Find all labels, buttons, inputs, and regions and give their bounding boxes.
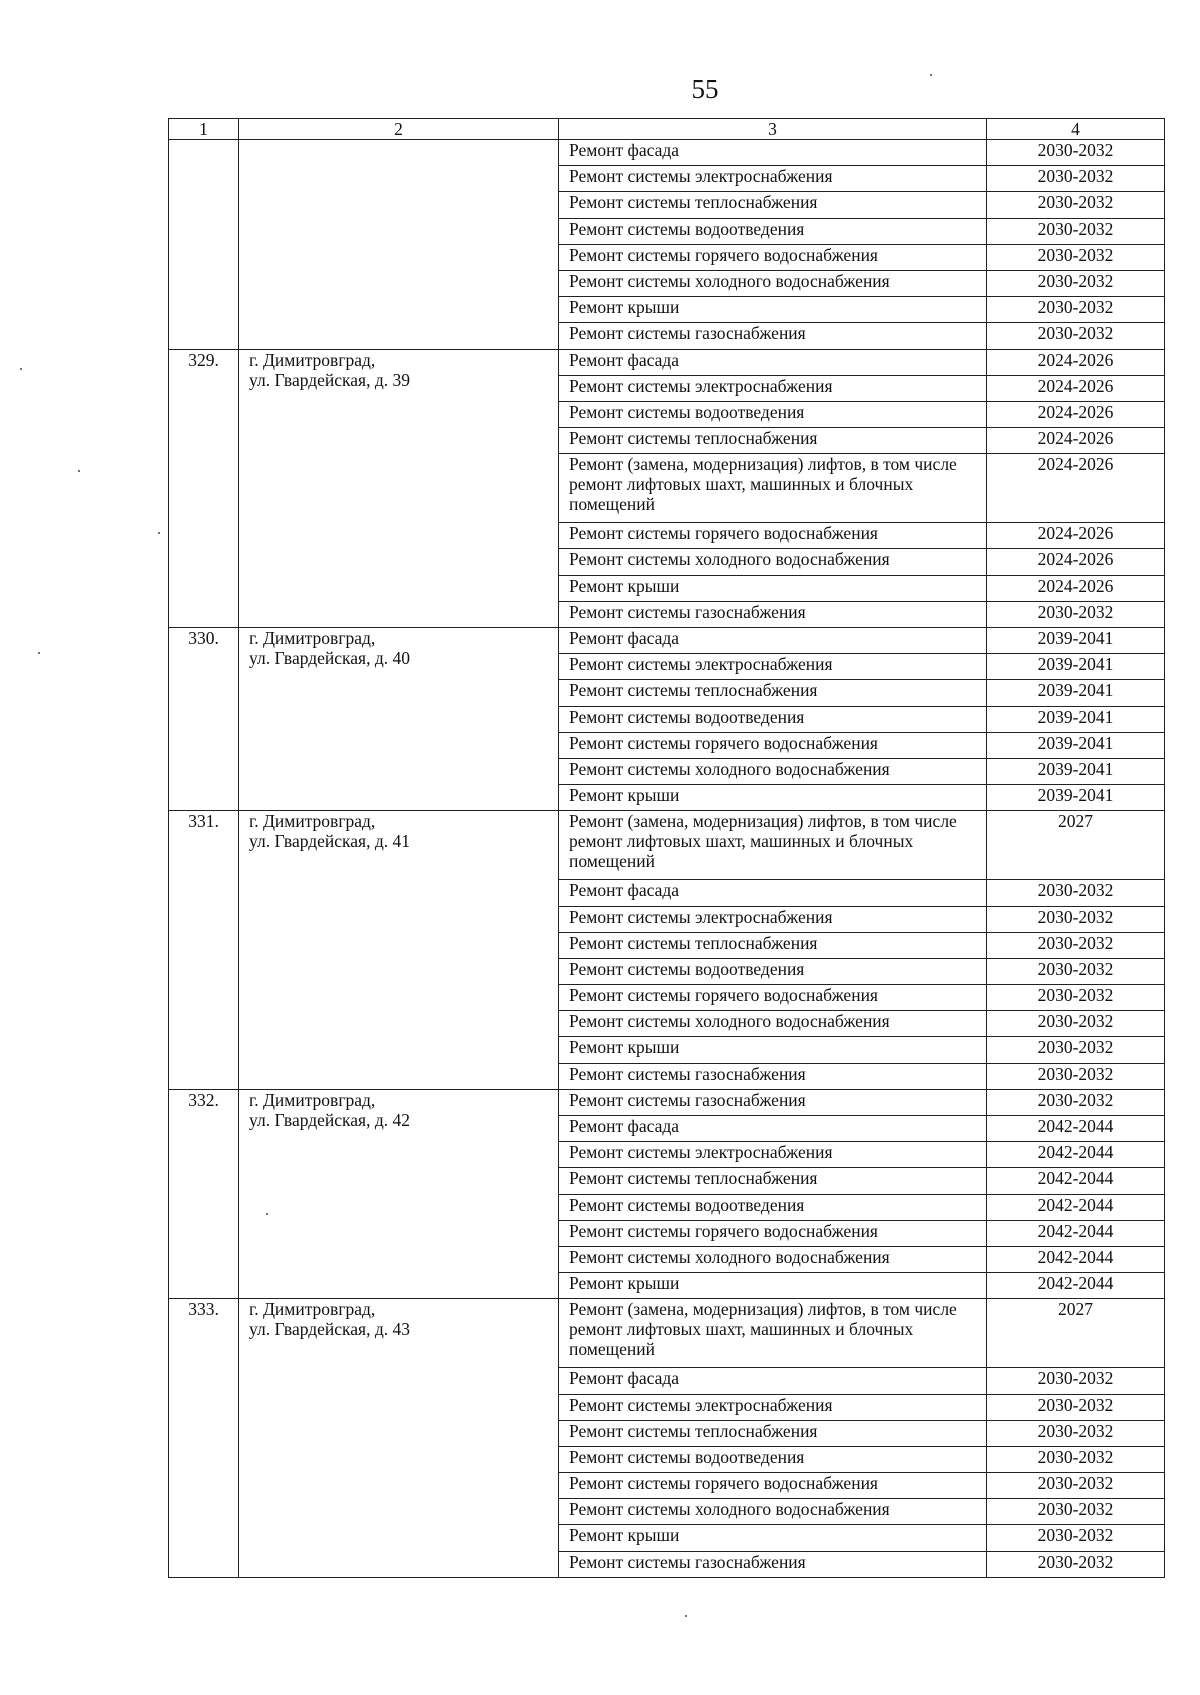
address-city: г. Димитровград,: [249, 349, 376, 370]
work-period: 2030-2032: [987, 1473, 1165, 1499]
work-name: Ремонт системы холодного водоснабжения: [559, 549, 987, 575]
scan-speck: [930, 74, 932, 76]
item-number: 329.: [169, 349, 239, 628]
work-period: 2030-2032: [987, 1499, 1165, 1525]
item-number: 332.: [169, 1089, 239, 1299]
work-period: 2042-2044: [987, 1116, 1165, 1142]
work-name: Ремонт системы горячего водоснабжения: [559, 244, 987, 270]
work-period: 2024-2026: [987, 349, 1165, 375]
work-period: 2039-2041: [987, 706, 1165, 732]
work-period: 2030-2032: [987, 1525, 1165, 1551]
work-name: Ремонт крыши: [559, 575, 987, 601]
work-name: Ремонт системы электроснабжения: [559, 166, 987, 192]
work-period: 2030-2032: [987, 1011, 1165, 1037]
work-period: 2039-2041: [987, 758, 1165, 784]
work-name: Ремонт (замена, модернизация) лифтов, в том числе ремонт лифтовых шахт, машинных и блочных помещений: [559, 811, 987, 880]
work-name: Ремонт системы холодного водоснабжения: [559, 270, 987, 296]
work-name: Ремонт системы теплоснабжения: [559, 1168, 987, 1194]
work-period: 2030-2032: [987, 1037, 1165, 1063]
work-name: Ремонт системы газоснабжения: [559, 601, 987, 627]
work-name: Ремонт системы холодного водоснабжения: [559, 1246, 987, 1272]
table-row: [169, 811, 1165, 880]
address-street: ул. Гвардейская, д. 40: [249, 648, 410, 668]
work-name: Ремонт системы теплоснабжения: [559, 680, 987, 706]
work-period: 2042-2044: [987, 1273, 1165, 1299]
work-period: 2042-2044: [987, 1142, 1165, 1168]
table-row: [169, 349, 1165, 375]
scan-speck: [78, 470, 80, 472]
column-header: 4: [987, 119, 1165, 140]
work-name: Ремонт системы теплоснабжения: [559, 428, 987, 454]
work-period: 2039-2041: [987, 628, 1165, 654]
work-period: 2030-2032: [987, 601, 1165, 627]
address-cell: [239, 628, 559, 811]
work-period: 2039-2041: [987, 654, 1165, 680]
work-period: 2024-2026: [987, 575, 1165, 601]
work-name: Ремонт системы теплоснабжения: [559, 932, 987, 958]
work-name: Ремонт системы горячего водоснабжения: [559, 523, 987, 549]
work-period: 2030-2032: [987, 1063, 1165, 1089]
table-row: [169, 1089, 1165, 1115]
work-name: Ремонт крыши: [559, 1525, 987, 1551]
work-name: Ремонт системы газоснабжения: [559, 323, 987, 349]
work-name: Ремонт системы водоотведения: [559, 1194, 987, 1220]
address-cell: [239, 1089, 559, 1299]
work-name: Ремонт системы газоснабжения: [559, 1551, 987, 1577]
table-body: [169, 140, 1165, 1578]
work-name: Ремонт системы горячего водоснабжения: [559, 985, 987, 1011]
work-name: Ремонт фасада: [559, 349, 987, 375]
work-name: Ремонт фасада: [559, 880, 987, 906]
work-period: 2024-2026: [987, 523, 1165, 549]
work-name: Ремонт системы газоснабжения: [559, 1063, 987, 1089]
work-period: 2030-2032: [987, 1551, 1165, 1577]
item-number: 331.: [169, 811, 239, 1090]
work-period: 2039-2041: [987, 732, 1165, 758]
work-name: Ремонт системы горячего водоснабжения: [559, 732, 987, 758]
work-name: Ремонт системы холодного водоснабжения: [559, 1499, 987, 1525]
address-street: ул. Гвардейская, д. 42: [249, 1109, 410, 1130]
address-cell: [239, 1299, 559, 1578]
address-street: ул. Гвардейская, д. 41: [249, 831, 410, 852]
work-name: Ремонт крыши: [559, 297, 987, 323]
work-period: 2030-2032: [987, 1420, 1165, 1446]
work-name: Ремонт системы водоотведения: [559, 706, 987, 732]
address-street: ул. Гвардейская, д. 39: [249, 369, 410, 390]
work-period: 2024-2026: [987, 454, 1165, 523]
column-header: 3: [559, 119, 987, 140]
address-street: ул. Гвардейская, д. 43: [249, 1319, 410, 1340]
item-number: 333.: [169, 1299, 239, 1578]
work-name: Ремонт (замена, модернизация) лифтов, в том числе ремонт лифтовых шахт, машинных и блочных помещений: [559, 454, 987, 523]
work-name: Ремонт фасада: [559, 1116, 987, 1142]
scan-speck: [685, 1615, 687, 1617]
scan-speck: [20, 368, 22, 370]
work-name: Ремонт системы теплоснабжения: [559, 192, 987, 218]
work-name: Ремонт системы газоснабжения: [559, 1089, 987, 1115]
work-period: 2042-2044: [987, 1246, 1165, 1272]
work-period: 2030-2032: [987, 166, 1165, 192]
work-period: 2030-2032: [987, 244, 1165, 270]
work-name: Ремонт фасада: [559, 628, 987, 654]
work-name: Ремонт системы электроснабжения: [559, 375, 987, 401]
address-cell: [239, 349, 559, 628]
header-row: [169, 119, 1165, 140]
work-period: 2030-2032: [987, 218, 1165, 244]
scan-speck: [38, 652, 40, 654]
column-header: 1: [169, 119, 239, 140]
work-period: 2024-2026: [987, 549, 1165, 575]
work-period: 2027: [987, 811, 1165, 880]
work-period: 2042-2044: [987, 1168, 1165, 1194]
address-city: г. Димитровград,: [249, 1089, 376, 1110]
works-table: [168, 118, 1165, 1578]
work-name: Ремонт системы холодного водоснабжения: [559, 758, 987, 784]
table-row: [169, 1299, 1165, 1368]
work-name: Ремонт крыши: [559, 1037, 987, 1063]
work-period: 2042-2044: [987, 1194, 1165, 1220]
work-period: 2030-2032: [987, 192, 1165, 218]
work-name: Ремонт крыши: [559, 1273, 987, 1299]
work-name: Ремонт крыши: [559, 785, 987, 811]
work-period: 2039-2041: [987, 785, 1165, 811]
work-period: 2030-2032: [987, 958, 1165, 984]
work-period: 2030-2032: [987, 270, 1165, 296]
work-period: 2030-2032: [987, 906, 1165, 932]
address-city: г. Димитровград,: [249, 811, 376, 832]
work-name: Ремонт системы электроснабжения: [559, 1142, 987, 1168]
work-period: 2030-2032: [987, 1394, 1165, 1420]
address-cell: [239, 811, 559, 1090]
work-name: Ремонт системы горячего водоснабжения: [559, 1473, 987, 1499]
work-period: 2042-2044: [987, 1220, 1165, 1246]
work-period: 2024-2026: [987, 375, 1165, 401]
page-number: 55: [691, 74, 719, 104]
item-number: 330.: [169, 628, 239, 811]
work-name: Ремонт (замена, модернизация) лифтов, в том числе ремонт лифтовых шахт, машинных и блочных помещений: [559, 1299, 987, 1368]
work-period: 2030-2032: [987, 323, 1165, 349]
table-header: [169, 119, 1165, 140]
work-name: Ремонт системы холодного водоснабжения: [559, 1011, 987, 1037]
work-period: 2027: [987, 1299, 1165, 1368]
table-row: [169, 628, 1165, 654]
work-name: Ремонт системы водоотведения: [559, 958, 987, 984]
work-period: 2030-2032: [987, 932, 1165, 958]
address-city: г. Димитровград,: [249, 1299, 376, 1320]
work-period: 2030-2032: [987, 1446, 1165, 1472]
work-name: Ремонт системы горячего водоснабжения: [559, 1220, 987, 1246]
work-period: 2024-2026: [987, 428, 1165, 454]
work-period: 2024-2026: [987, 401, 1165, 427]
scan-speck: [158, 532, 160, 534]
item-number: [169, 140, 239, 350]
work-period: 2030-2032: [987, 297, 1165, 323]
work-period: 2030-2032: [987, 985, 1165, 1011]
work-period: 2030-2032: [987, 140, 1165, 166]
work-name: Ремонт системы водоотведения: [559, 1446, 987, 1472]
table-row: [169, 140, 1165, 166]
work-name: Ремонт фасада: [559, 1368, 987, 1394]
work-name: Ремонт фасада: [559, 140, 987, 166]
work-name: Ремонт системы теплоснабжения: [559, 1420, 987, 1446]
work-name: Ремонт системы электроснабжения: [559, 906, 987, 932]
work-name: Ремонт системы электроснабжения: [559, 1394, 987, 1420]
work-name: Ремонт системы электроснабжения: [559, 654, 987, 680]
work-period: 2030-2032: [987, 880, 1165, 906]
work-name: Ремонт системы водоотведения: [559, 218, 987, 244]
column-header: 2: [239, 119, 559, 140]
work-period: 2030-2032: [987, 1368, 1165, 1394]
work-period: 2039-2041: [987, 680, 1165, 706]
work-name: Ремонт системы водоотведения: [559, 401, 987, 427]
work-period: 2030-2032: [987, 1089, 1165, 1115]
address-city: г. Димитровград,: [249, 628, 376, 648]
address-cell: [239, 140, 559, 350]
